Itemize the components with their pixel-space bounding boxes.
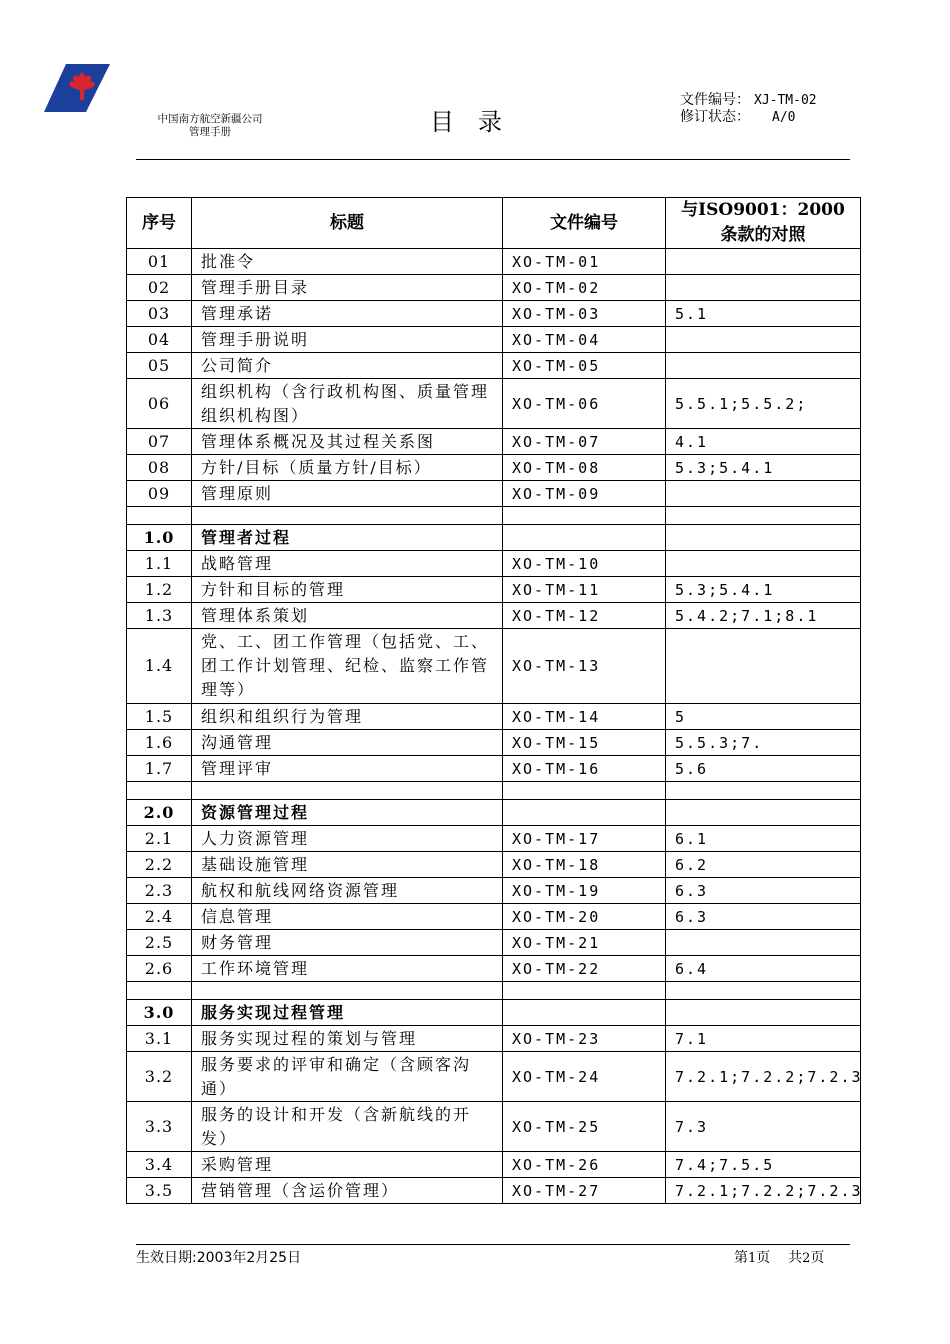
cell-no: 1.5: [127, 704, 192, 730]
manual-name: 管理手册: [189, 126, 231, 138]
footer-divider: [136, 1244, 850, 1245]
table-row: [127, 353, 861, 379]
effective-date: 生效日期:2003年2月25日: [136, 1250, 302, 1266]
doc-number-label: 文件编号：: [680, 92, 750, 108]
table-row: [127, 1102, 861, 1152]
table-row: [127, 629, 861, 704]
cell-no: 1.0: [127, 525, 192, 551]
cell-title: 管理手册目录: [192, 275, 503, 301]
table-row: [127, 800, 861, 826]
table-row: [127, 1000, 861, 1026]
cell-title: 服务实现过程管理: [192, 1000, 503, 1026]
table-row: [127, 756, 861, 782]
cell-iso: 5.3;5.4.1: [666, 577, 861, 603]
cell-title: 方针/目标（质量方针/目标）: [192, 455, 503, 481]
cell-iso: 5.6: [666, 756, 861, 782]
cell-title: 基础设施管理: [192, 852, 503, 878]
table-header-row: [127, 198, 861, 249]
cell-no: 02: [127, 275, 192, 301]
cell-code: XO-TM-24: [503, 1052, 666, 1102]
cell-code: XO-TM-02: [503, 275, 666, 301]
cell-title: 组织和组织行为管理: [192, 704, 503, 730]
col-header-no: 序号: [127, 198, 192, 249]
table-row: [127, 930, 861, 956]
cell-no: 3.1: [127, 1026, 192, 1052]
cell-iso: [666, 249, 861, 275]
col-header-title: 标题: [192, 198, 503, 249]
china-southern-airlines-logo-icon: [44, 64, 110, 112]
cell-no: 03: [127, 301, 192, 327]
cell-title: 服务要求的评审和确定（含顾客沟通）: [192, 1052, 503, 1102]
cell-no: 2.1: [127, 826, 192, 852]
page-indicator: [734, 1247, 824, 1267]
toc-body: [127, 249, 861, 1204]
table-row: [127, 826, 861, 852]
table-row: [127, 878, 861, 904]
cell-title: 管理原则: [192, 481, 503, 507]
cell-iso: [666, 481, 861, 507]
page-total: 2: [802, 1251, 811, 1266]
header-divider: [136, 159, 850, 160]
table-row: [127, 275, 861, 301]
cell-title: 财务管理: [192, 930, 503, 956]
cell-iso: 6.2: [666, 852, 861, 878]
revision-label: 修订状态：: [680, 109, 750, 125]
cell-code: XO-TM-16: [503, 756, 666, 782]
cell-iso: 5.4.2;7.1;8.1: [666, 603, 861, 629]
table-row: [127, 904, 861, 930]
table-row: [127, 525, 861, 551]
document-meta: [680, 92, 817, 126]
cell-code: [503, 525, 666, 551]
cell-iso: [666, 551, 861, 577]
cell-title: 批准令: [192, 249, 503, 275]
table-row: [127, 1152, 861, 1178]
table-row: [127, 852, 861, 878]
cell-title: 党、工、团工作管理（包括党、工、团工作计划管理、纪检、监察工作管理等）: [192, 629, 503, 704]
page-current: 1: [748, 1251, 757, 1266]
cell-title: 人力资源管理: [192, 826, 503, 852]
cell-title: 采购管理: [192, 1152, 503, 1178]
cell-no: 1.7: [127, 756, 192, 782]
total-suffix: 页: [810, 1250, 825, 1266]
cell-code: XO-TM-07: [503, 429, 666, 455]
table-row: [127, 379, 861, 429]
cell-iso: 5.5.1;5.5.2;: [666, 379, 861, 429]
cell-no: 1.3: [127, 603, 192, 629]
cell-iso: [666, 629, 861, 704]
table-row: [127, 956, 861, 982]
cell-iso: [666, 327, 861, 353]
cell-iso: [666, 275, 861, 301]
cell-code: XO-TM-11: [503, 577, 666, 603]
cell-code: XO-TM-09: [503, 481, 666, 507]
cell-iso: 4.1: [666, 429, 861, 455]
cell-code: XO-TM-18: [503, 852, 666, 878]
cell-code: [503, 507, 666, 525]
cell-code: XO-TM-12: [503, 603, 666, 629]
cell-no: 05: [127, 353, 192, 379]
cell-iso: 6.1: [666, 826, 861, 852]
cell-no: 2.0: [127, 800, 192, 826]
cell-code: XO-TM-19: [503, 878, 666, 904]
doc-number-value: XJ-TM-02: [754, 93, 817, 108]
cell-code: [503, 800, 666, 826]
cell-no: 01: [127, 249, 192, 275]
cell-code: XO-TM-06: [503, 379, 666, 429]
cell-code: XO-TM-27: [503, 1178, 666, 1204]
cell-no: 3.5: [127, 1178, 192, 1204]
cell-iso: [666, 800, 861, 826]
cell-no: [127, 782, 192, 800]
cell-title: 管理手册说明: [192, 327, 503, 353]
cell-no: [127, 507, 192, 525]
table-row: [127, 603, 861, 629]
table-row: [127, 507, 861, 525]
cell-iso: 7.2.1;7.2.2;7.2.3: [666, 1178, 861, 1204]
cell-no: 08: [127, 455, 192, 481]
cell-no: [127, 982, 192, 1000]
table-row: [127, 249, 861, 275]
cell-title: 管理评审: [192, 756, 503, 782]
cell-title: 沟通管理: [192, 730, 503, 756]
cell-no: 3.3: [127, 1102, 192, 1152]
cell-no: 1.1: [127, 551, 192, 577]
cell-code: [503, 1000, 666, 1026]
cell-code: XO-TM-22: [503, 956, 666, 982]
cell-title: 方针和目标的管理: [192, 577, 503, 603]
revision-value: A/0: [772, 110, 796, 125]
cell-iso: [666, 782, 861, 800]
table-row: [127, 481, 861, 507]
cell-no: 06: [127, 379, 192, 429]
cell-title: 战略管理: [192, 551, 503, 577]
cell-no: 2.5: [127, 930, 192, 956]
cell-iso: [666, 507, 861, 525]
cell-title: 航权和航线网络资源管理: [192, 878, 503, 904]
cell-no: 2.2: [127, 852, 192, 878]
cell-iso: 5: [666, 704, 861, 730]
cell-no: 3.0: [127, 1000, 192, 1026]
cell-iso: [666, 525, 861, 551]
cell-code: XO-TM-15: [503, 730, 666, 756]
cell-no: 1.2: [127, 577, 192, 603]
page-prefix: 第: [734, 1250, 748, 1266]
cell-iso: 7.2.1;7.2.2;7.2.3: [666, 1052, 861, 1102]
cell-iso: [666, 353, 861, 379]
cell-title: 服务实现过程的策划与管理: [192, 1026, 503, 1052]
cell-iso: [666, 1000, 861, 1026]
cell-code: [503, 982, 666, 1000]
cell-iso: 7.4;7.5.5: [666, 1152, 861, 1178]
cell-code: XO-TM-14: [503, 704, 666, 730]
cell-no: 1.6: [127, 730, 192, 756]
table-row: [127, 1178, 861, 1204]
cell-no: 04: [127, 327, 192, 353]
cell-code: XO-TM-04: [503, 327, 666, 353]
cell-no: 07: [127, 429, 192, 455]
cell-no: 2.6: [127, 956, 192, 982]
cell-code: XO-TM-21: [503, 930, 666, 956]
cell-iso: 5.1: [666, 301, 861, 327]
cell-title: 资源管理过程: [192, 800, 503, 826]
company-name: 中国南方航空新疆公司: [157, 113, 263, 125]
total-prefix: 共: [788, 1250, 803, 1266]
cell-code: XO-TM-03: [503, 301, 666, 327]
cell-no: 3.4: [127, 1152, 192, 1178]
cell-no: 2.3: [127, 878, 192, 904]
cell-code: XO-TM-01: [503, 249, 666, 275]
cell-title: 管理体系策划: [192, 603, 503, 629]
cell-iso: [666, 930, 861, 956]
table-row: [127, 704, 861, 730]
cell-iso: 5.5.3;7.: [666, 730, 861, 756]
cell-code: XO-TM-13: [503, 629, 666, 704]
cell-no: 1.4: [127, 629, 192, 704]
cell-iso: 7.3: [666, 1102, 861, 1152]
toc-table: [126, 197, 861, 1204]
cell-code: XO-TM-05: [503, 353, 666, 379]
cell-code: XO-TM-20: [503, 904, 666, 930]
cell-code: XO-TM-17: [503, 826, 666, 852]
revision-row: [680, 109, 817, 126]
cell-title: 组织机构（含行政机构图、质量管理组织机构图）: [192, 379, 503, 429]
table-row: [127, 301, 861, 327]
company-name-block: [140, 113, 280, 139]
cell-no: 2.4: [127, 904, 192, 930]
cell-title: 管理体系概况及其过程关系图: [192, 429, 503, 455]
table-row: [127, 1026, 861, 1052]
cell-code: XO-TM-26: [503, 1152, 666, 1178]
cell-title: [192, 507, 503, 525]
cell-title: 营销管理（含运价管理）: [192, 1178, 503, 1204]
cell-code: XO-TM-23: [503, 1026, 666, 1052]
col-header-code: 文件编号: [503, 198, 666, 249]
cell-iso: 5.3;5.4.1: [666, 455, 861, 481]
doc-number-row: [680, 92, 817, 109]
cell-title: 服务的设计和开发（含新航线的开发）: [192, 1102, 503, 1152]
cell-title: 公司简介: [192, 353, 503, 379]
cell-title: [192, 782, 503, 800]
table-row: [127, 327, 861, 353]
cell-title: [192, 982, 503, 1000]
page-title: 目录: [430, 108, 526, 136]
table-row: [127, 1052, 861, 1102]
cell-title: 信息管理: [192, 904, 503, 930]
cell-no: 09: [127, 481, 192, 507]
cell-iso: 6.4: [666, 956, 861, 982]
cell-title: 管理承诺: [192, 301, 503, 327]
table-row: [127, 982, 861, 1000]
cell-code: XO-TM-08: [503, 455, 666, 481]
cell-title: 工作环境管理: [192, 956, 503, 982]
table-row: [127, 455, 861, 481]
cell-no: 3.2: [127, 1052, 192, 1102]
cell-code: XO-TM-25: [503, 1102, 666, 1152]
cell-code: XO-TM-10: [503, 551, 666, 577]
cell-iso: 6.3: [666, 878, 861, 904]
table-row: [127, 730, 861, 756]
col-header-iso: 与ISO9001：2000 条款的对照: [666, 198, 861, 249]
table-row: [127, 782, 861, 800]
cell-code: [503, 782, 666, 800]
cell-iso: 6.3: [666, 904, 861, 930]
cell-iso: [666, 982, 861, 1000]
page-mid: 页: [756, 1250, 771, 1266]
table-row: [127, 429, 861, 455]
cell-iso: 7.1: [666, 1026, 861, 1052]
cell-title: 管理者过程: [192, 525, 503, 551]
table-row: [127, 577, 861, 603]
table-row: [127, 551, 861, 577]
